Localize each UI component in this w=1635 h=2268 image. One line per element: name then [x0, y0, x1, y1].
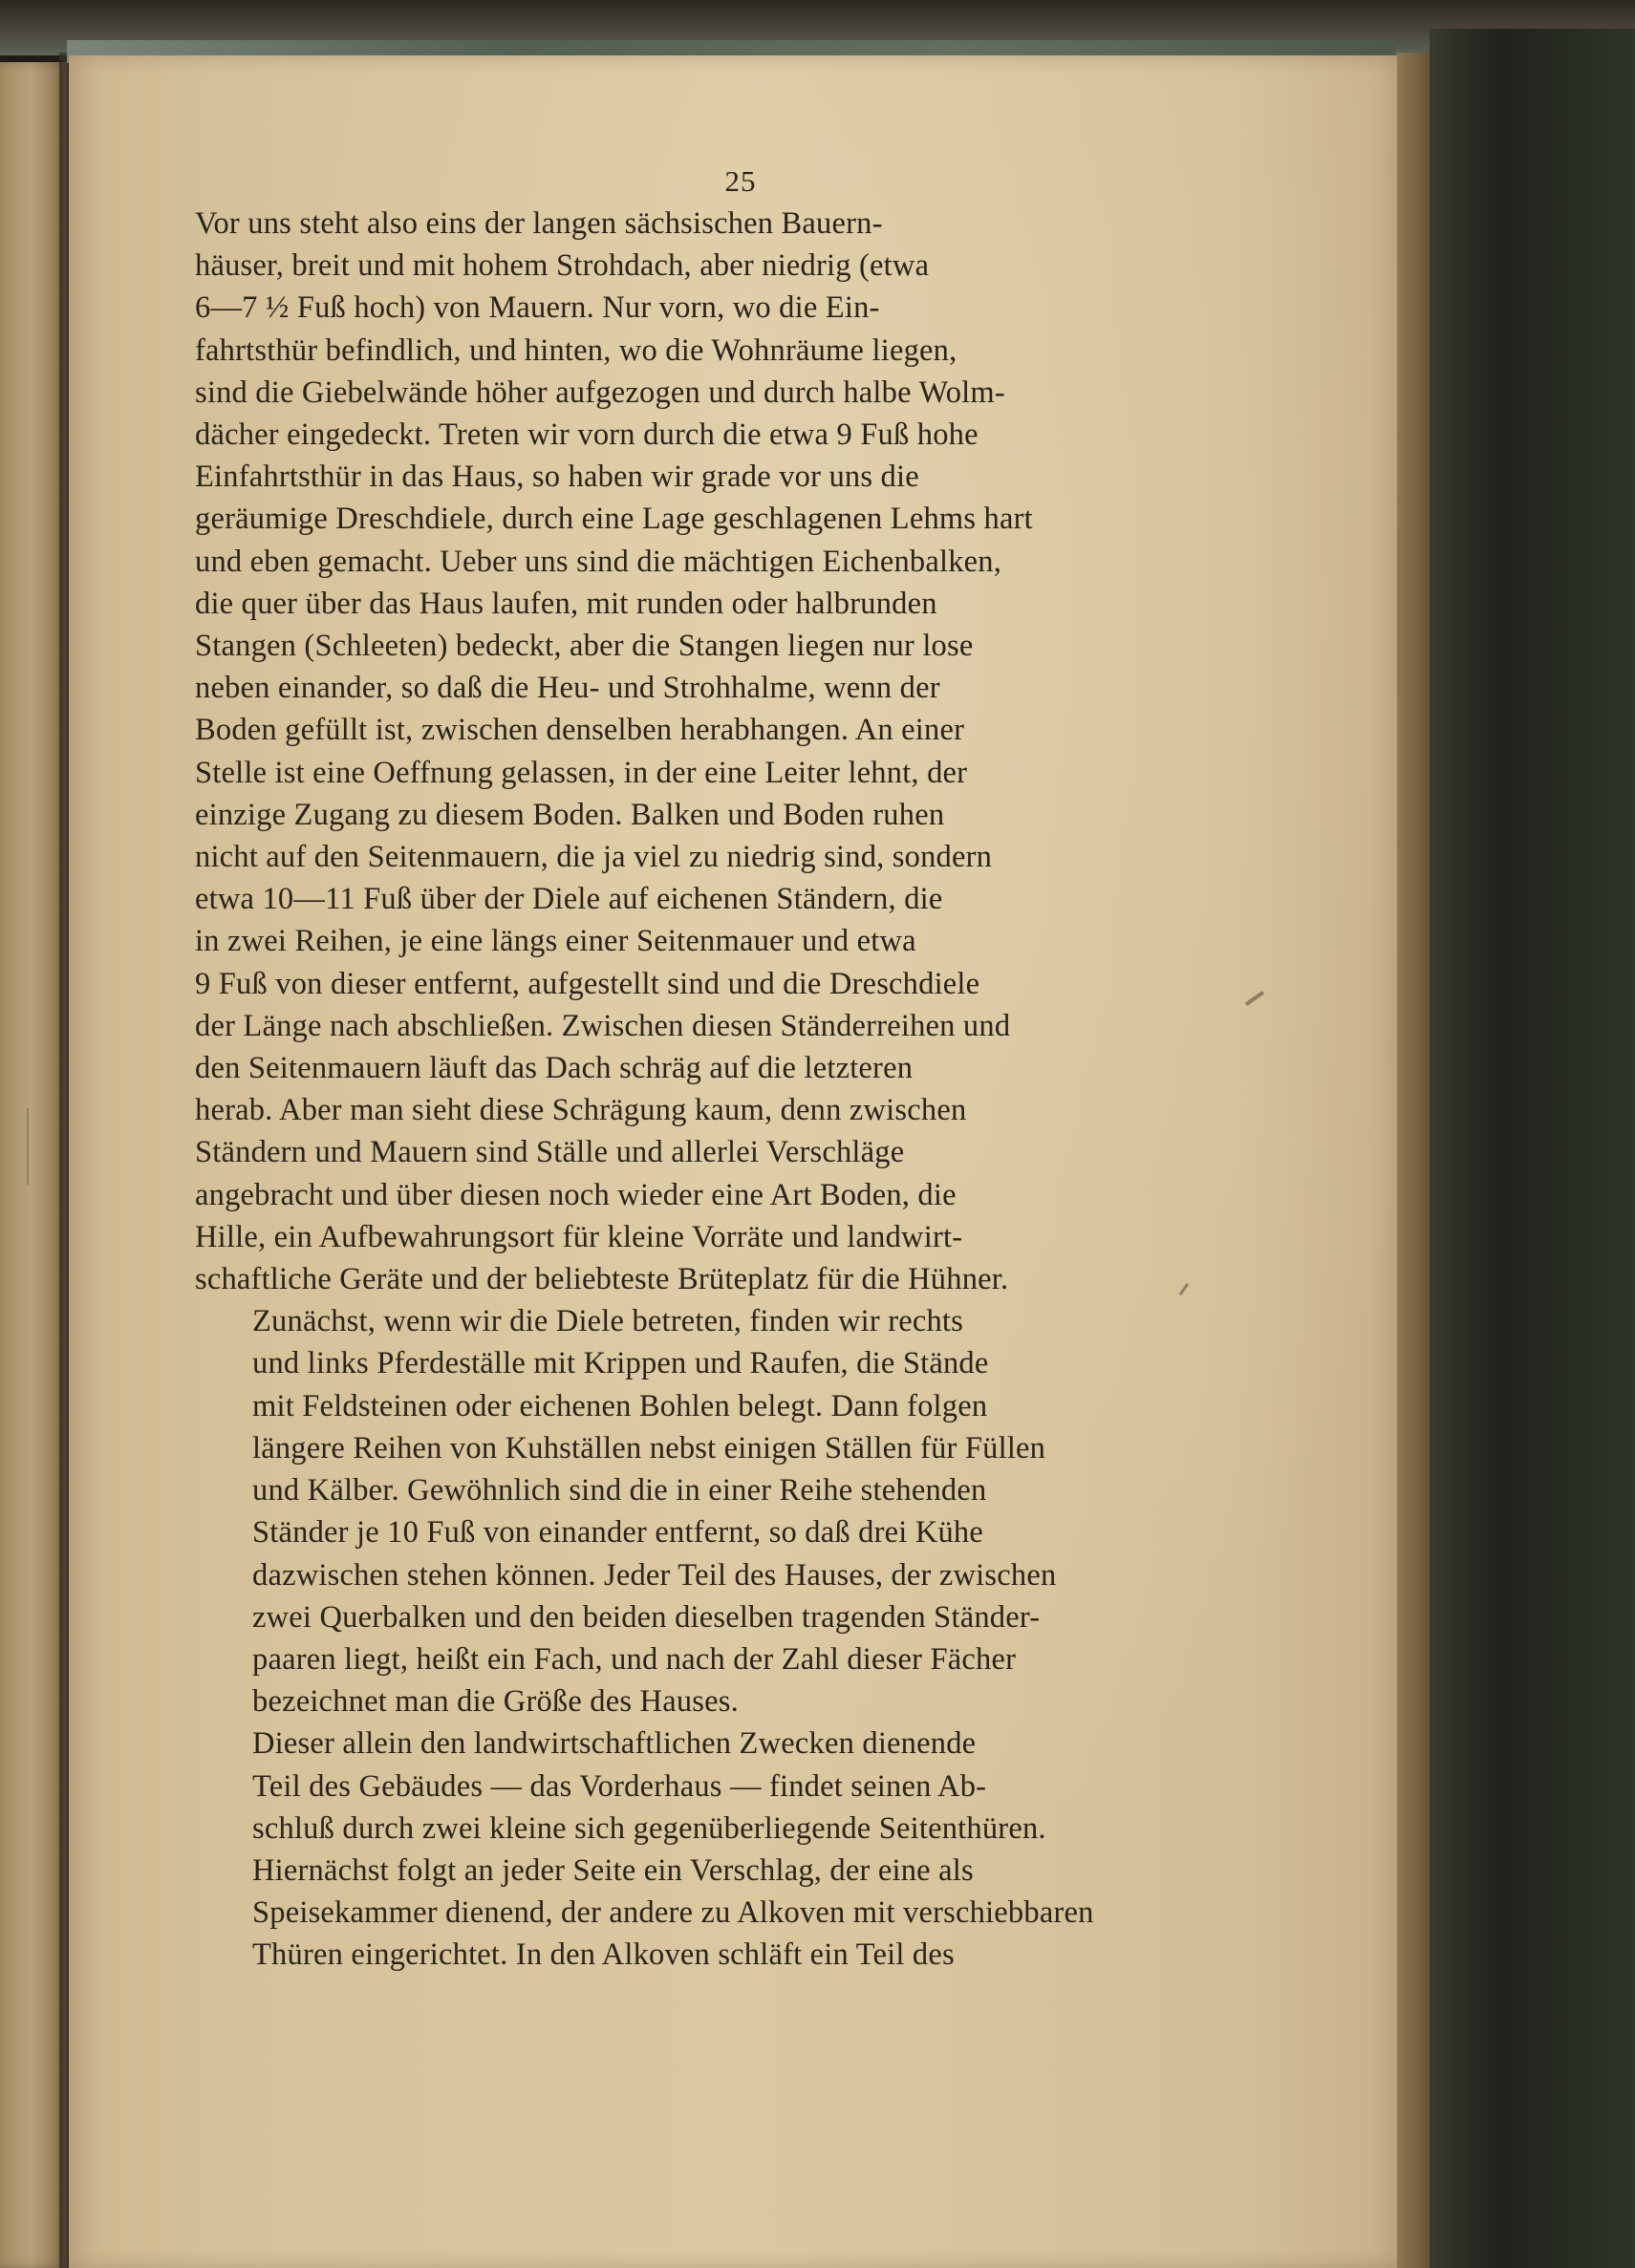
paragraph-3	[195, 1722, 1256, 1976]
text-line: Ständer je 10 Fuß von einander entfernt, so daß drei Kühe	[252, 1515, 984, 1551]
text-line: geräumige Dreschdiele, durch eine Lage geschlagenen Lehms hart	[195, 502, 1033, 537]
text-line: fahrtsthür befindlich, und hinten, wo die Wohnräume liegen,	[195, 332, 957, 368]
text-line: Speisekammer dienend, der andere zu Alkoven mit verschiebbaren	[252, 1895, 1094, 1931]
text-line: 6—7 ½ Fuß hoch) von Mauern. Nur vorn, wo die Ein-	[195, 290, 880, 326]
text-line: längere Reihen von Kuhställen nebst einigen Ställen für Füllen	[252, 1430, 1046, 1466]
text-line: Hille, ein Aufbewahrungsort für kleine Vorräte und landwirt-	[195, 1219, 963, 1254]
book-page	[69, 55, 1397, 2268]
paragraph-2	[195, 1300, 1256, 1722]
margin-mark	[27, 1108, 48, 1185]
text-line: neben einander, so daß die Heu- und Strohhalme, wenn der	[195, 671, 940, 706]
text-line: der Länge nach abschließen. Zwischen diesen Ständerreihen und	[195, 1008, 1011, 1043]
text-line: Thüren eingerichtet. In den Alkoven schläft ein Teil des	[252, 1937, 955, 1973]
text-line: angebracht und über diesen noch wieder eine Art Boden, die	[195, 1177, 957, 1212]
text-line: in zwei Reihen, je eine längs einer Seitenmauer und etwa	[195, 924, 916, 959]
text-line: und links Pferdeställe mit Krippen und Raufen, die Stände	[252, 1346, 989, 1381]
text-line: Stangen (Schleeten) bedeckt, aber die Stangen liegen nur lose	[195, 629, 974, 664]
text-line: Dieser allein den landwirtschaftlichen Zwecken dienende	[252, 1726, 977, 1762]
text-line: den Seitenmauern läuft das Dach schräg auf die letzteren	[195, 1051, 914, 1086]
text-line: dächer eingedeckt. Treten wir vorn durch die etwa 9 Fuß hohe	[195, 417, 979, 453]
text-line: und Kälber. Gewöhnlich sind die in einer Reihe stehenden	[252, 1473, 987, 1508]
text-line: bezeichnet man die Größe des Hauses.	[252, 1684, 739, 1720]
text-line: nicht auf den Seitenmauern, die ja viel zu niedrig sind, sondern	[195, 840, 993, 875]
text-line: schaftliche Geräte und der beliebteste Brüteplatz für die Hühner.	[195, 1262, 1009, 1297]
text-line: häuser, breit und mit hohem Strohdach, aber niedrig (etwa	[195, 248, 930, 284]
text-line: und eben gemacht. Ueber uns sind die mächtigen Eichenbalken,	[195, 544, 1002, 579]
page-text	[195, 203, 1256, 1977]
text-line: sind die Giebelwände höher aufgezogen und durch halbe Wolm-	[195, 374, 1005, 410]
text-line: mit Feldsteinen oder eichenen Bohlen belegt. Dann folgen	[252, 1388, 988, 1423]
text-line: Boden gefüllt ist, zwischen denselben herabhangen. An einer	[195, 713, 965, 748]
text-line: dazwischen stehen können. Jeder Teil des Hauses, der zwischen	[252, 1557, 1057, 1593]
text-line: Zunächst, wenn wir die Diele betreten, finden wir rechts	[252, 1304, 963, 1339]
paragraph-1	[195, 203, 1256, 1300]
text-line: 9 Fuß von dieser entfernt, aufgestellt sind und die Dreschdiele	[195, 966, 980, 1001]
text-line: Stelle ist eine Oeffnung gelassen, in der eine Leiter lehnt, der	[195, 755, 968, 790]
text-line: paaren liegt, heißt ein Fach, und nach der Zahl dieser Fächer	[252, 1641, 1017, 1677]
text-line: zwei Querbalken und den beiden dieselben tragenden Ständer-	[252, 1599, 1041, 1635]
text-line: Teil des Gebäudes — das Vorderhaus — findet seinen Ab-	[252, 1768, 987, 1804]
text-line: Vor uns steht also eins der langen sächsischen Bauern-	[195, 206, 883, 241]
text-line: schluß durch zwei kleine sich gegenüberliegende Seitenthüren.	[252, 1810, 1046, 1846]
page-number: 25	[724, 164, 757, 198]
text-line: Ständern und Mauern sind Ställe und allerlei Verschläge	[195, 1135, 905, 1170]
text-line: etwa 10—11 Fuß über der Diele auf eichenen Ständern, die	[195, 882, 943, 917]
book-cover-edge	[1397, 53, 1430, 2268]
cover-binding	[1430, 29, 1635, 2268]
text-line: einzige Zugang zu diesem Boden. Balken und Boden ruhen	[195, 797, 945, 832]
text-line: die quer über das Haus laufen, mit runden oder halbrunden	[195, 586, 937, 621]
text-line: Einfahrtsthür in das Haus, so haben wir grade vor uns die	[195, 460, 919, 495]
text-line: Hiernächst folgt an jeder Seite ein Verschlag, der eine als	[252, 1852, 974, 1888]
text-line: herab. Aber man sieht diese Schrägung kaum, denn zwischen	[195, 1093, 967, 1128]
